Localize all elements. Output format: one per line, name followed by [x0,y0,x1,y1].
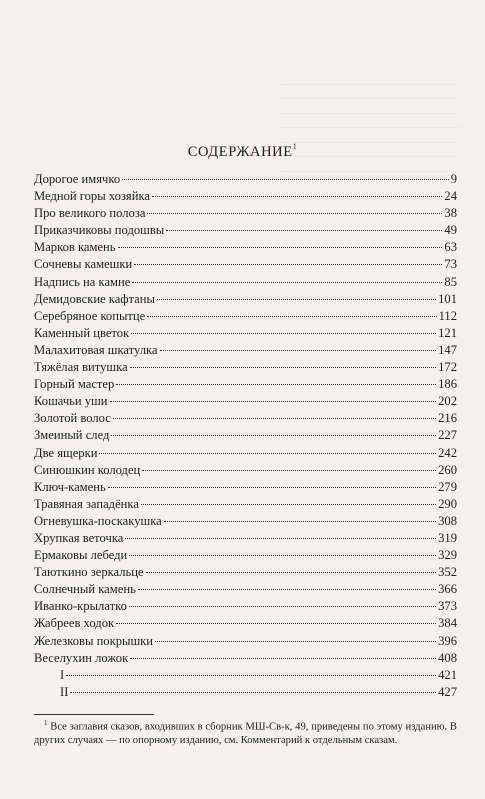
toc-entry [34,565,457,582]
toc-entry-page-number: 242 [438,445,457,460]
dot-leader [130,367,436,368]
toc-entry [34,343,457,360]
dot-leader [147,316,436,317]
toc-entry-title: Золотой волос [34,411,111,426]
toc-entry-page-number: 396 [438,633,457,648]
dot-leader [142,470,436,471]
toc-entry-title: Хрупкая веточка [34,530,124,545]
footnote-text: Все заглавия сказов, входивших в сборник МШ-Св-к, 49, приведены по этому изданию. В других случаях — по опорному изданию, см. Комментарий к отдельным сказам. [34,721,457,747]
dot-leader [122,179,449,180]
toc-entry-title: Марков камень [34,240,116,255]
toc-entry-page-number: 352 [438,565,457,580]
toc-entry-page-number: 38 [444,206,457,221]
toc-entry [34,651,457,668]
dot-leader [141,504,436,505]
title-footnote-mark: 1 [292,142,298,151]
toc-entry-page-number: 186 [438,377,457,392]
toc-entry-page-number: 260 [438,462,457,477]
toc-entry [34,463,457,480]
toc-entry-page-number: 308 [438,513,457,528]
toc-entry-page-number: 147 [438,342,457,357]
toc-entry-title: Малахитовая шкатулка [34,342,158,357]
toc-entry [34,497,457,514]
toc-entry-title: Змеиный след [34,428,110,443]
toc-entry [34,189,457,206]
toc-entry-page-number: 63 [444,240,457,255]
footnote-mark: 1 [44,719,48,727]
toc-entry-title: Приказчиковы подошвы [34,223,165,238]
toc-entry-title: Тяжёлая витушка [34,360,128,375]
dot-leader [125,538,436,539]
toc-entry-title: Таюткино зеркальце [34,565,144,580]
toc-entry-title: Дорогое имячко [34,172,121,186]
toc-entry-title: Демидовские кафтаны [34,291,155,306]
toc-entry-page-number: 101 [438,291,457,306]
toc-entry [34,582,457,599]
toc-entry-title: Ермаковы лебеди [34,548,128,563]
toc-entry-title: Медной горы хозяйка [34,189,150,204]
toc-entry-title: Надпись на камне [34,274,131,289]
toc-entry [34,360,457,377]
toc-entry-title: Кошачьи уши [34,394,108,409]
toc-entry [34,616,457,633]
dot-leader [131,333,436,334]
toc-entry-page-number: 319 [438,530,457,545]
dot-leader [66,675,436,676]
toc-entry [34,531,457,548]
toc-entry [34,275,457,292]
footnote-divider [34,714,154,715]
toc-entry-page-number: 421 [438,667,457,682]
dot-leader [160,350,437,351]
toc-entry-page-number: 279 [438,479,457,494]
footnote [34,717,457,748]
toc-entry-title: Синюшкин колодец [34,462,141,477]
dot-leader [108,487,436,488]
toc-entry-title: Иванко-крылатко [34,599,127,614]
toc-entry-title: Горный мастер [34,377,115,392]
toc-entry [34,309,457,326]
dot-leader [138,589,436,590]
toc-entry [34,223,457,240]
dot-leader [147,213,442,214]
toc-entry-title: Солнечный камень [34,582,136,597]
toc-entry-title: Травяная западёнка [34,496,139,511]
dot-leader [157,299,436,300]
dot-leader [116,623,436,624]
toc-entry [34,428,457,445]
toc-entry-page-number: 121 [438,325,457,340]
dot-leader [166,230,442,231]
toc-entry-page-number: 73 [444,257,457,272]
toc-entry-page-number: 408 [438,650,457,665]
dot-leader [164,521,436,522]
dot-leader [146,572,437,573]
dot-leader [118,247,443,248]
toc-entry [34,514,457,531]
toc-entry [34,206,457,223]
toc-entry-title: Огневушка-поскакушка [34,513,162,528]
page-title [0,144,485,161]
toc-entry-title: Серебряное копытце [34,308,146,323]
toc-entry [34,377,457,394]
dot-leader [110,401,437,402]
toc-entry-page-number: 49 [444,223,457,238]
toc-entry-title: Каменный цветок [34,325,130,340]
toc-entry-page-number: 227 [438,428,457,443]
dot-leader [99,453,436,454]
dot-leader [132,282,442,283]
toc-entry-title: Ключ-камень [34,479,106,494]
toc-entry-page-number: 290 [438,496,457,511]
toc-entry-page-number: 427 [438,684,457,699]
toc-entry-title: Жабреев ходок [34,616,115,631]
dot-leader [129,555,436,556]
toc-entry [34,685,457,702]
toc-entry [34,634,457,651]
toc-entry-page-number: 216 [438,411,457,426]
toc-entry-page-number: 373 [438,599,457,614]
toc-entry-page-number: 202 [438,394,457,409]
toc-entry-title: I [60,667,65,682]
toc-entry [34,172,457,189]
dot-leader [152,196,442,197]
toc-entry-title: Веселухин ложок [34,650,129,665]
toc-entry-title: Железковы покрышки [34,633,154,648]
toc-entry-page-number: 24 [444,189,457,204]
toc-entry [34,480,457,497]
toc-entry-page-number: 85 [444,274,457,289]
dot-leader [70,692,436,693]
toc-entry [34,257,457,274]
toc-entry [34,240,457,257]
dot-leader [129,606,436,607]
toc-entry-page-number: 112 [438,308,457,323]
toc-entry [34,599,457,616]
table-of-contents [34,172,457,702]
toc-entry [34,292,457,309]
toc-entry-page-number: 172 [438,360,457,375]
toc-entry-title: Две ящерки [34,445,98,460]
dot-leader [113,418,436,419]
toc-entry [34,394,457,411]
dot-leader [134,264,442,265]
toc-entry [34,326,457,343]
dot-leader [116,384,436,385]
toc-entry [34,446,457,463]
dot-leader [130,658,436,659]
toc-entry-title: Сочневы камешки [34,257,133,272]
toc-entry-title: II [60,684,69,699]
toc-entry-title: Про великого полоза [34,206,146,221]
toc-entry-page-number: 329 [438,548,457,563]
title-text: СОДЕРЖАНИЕ [187,144,293,160]
dot-leader [111,435,436,436]
toc-entry [34,668,457,685]
toc-entry [34,548,457,565]
toc-entry-page-number: 9 [450,172,457,186]
toc-entry-page-number: 384 [438,616,457,631]
dot-leader [155,641,436,642]
toc-entry [34,411,457,428]
toc-entry-page-number: 366 [438,582,457,597]
